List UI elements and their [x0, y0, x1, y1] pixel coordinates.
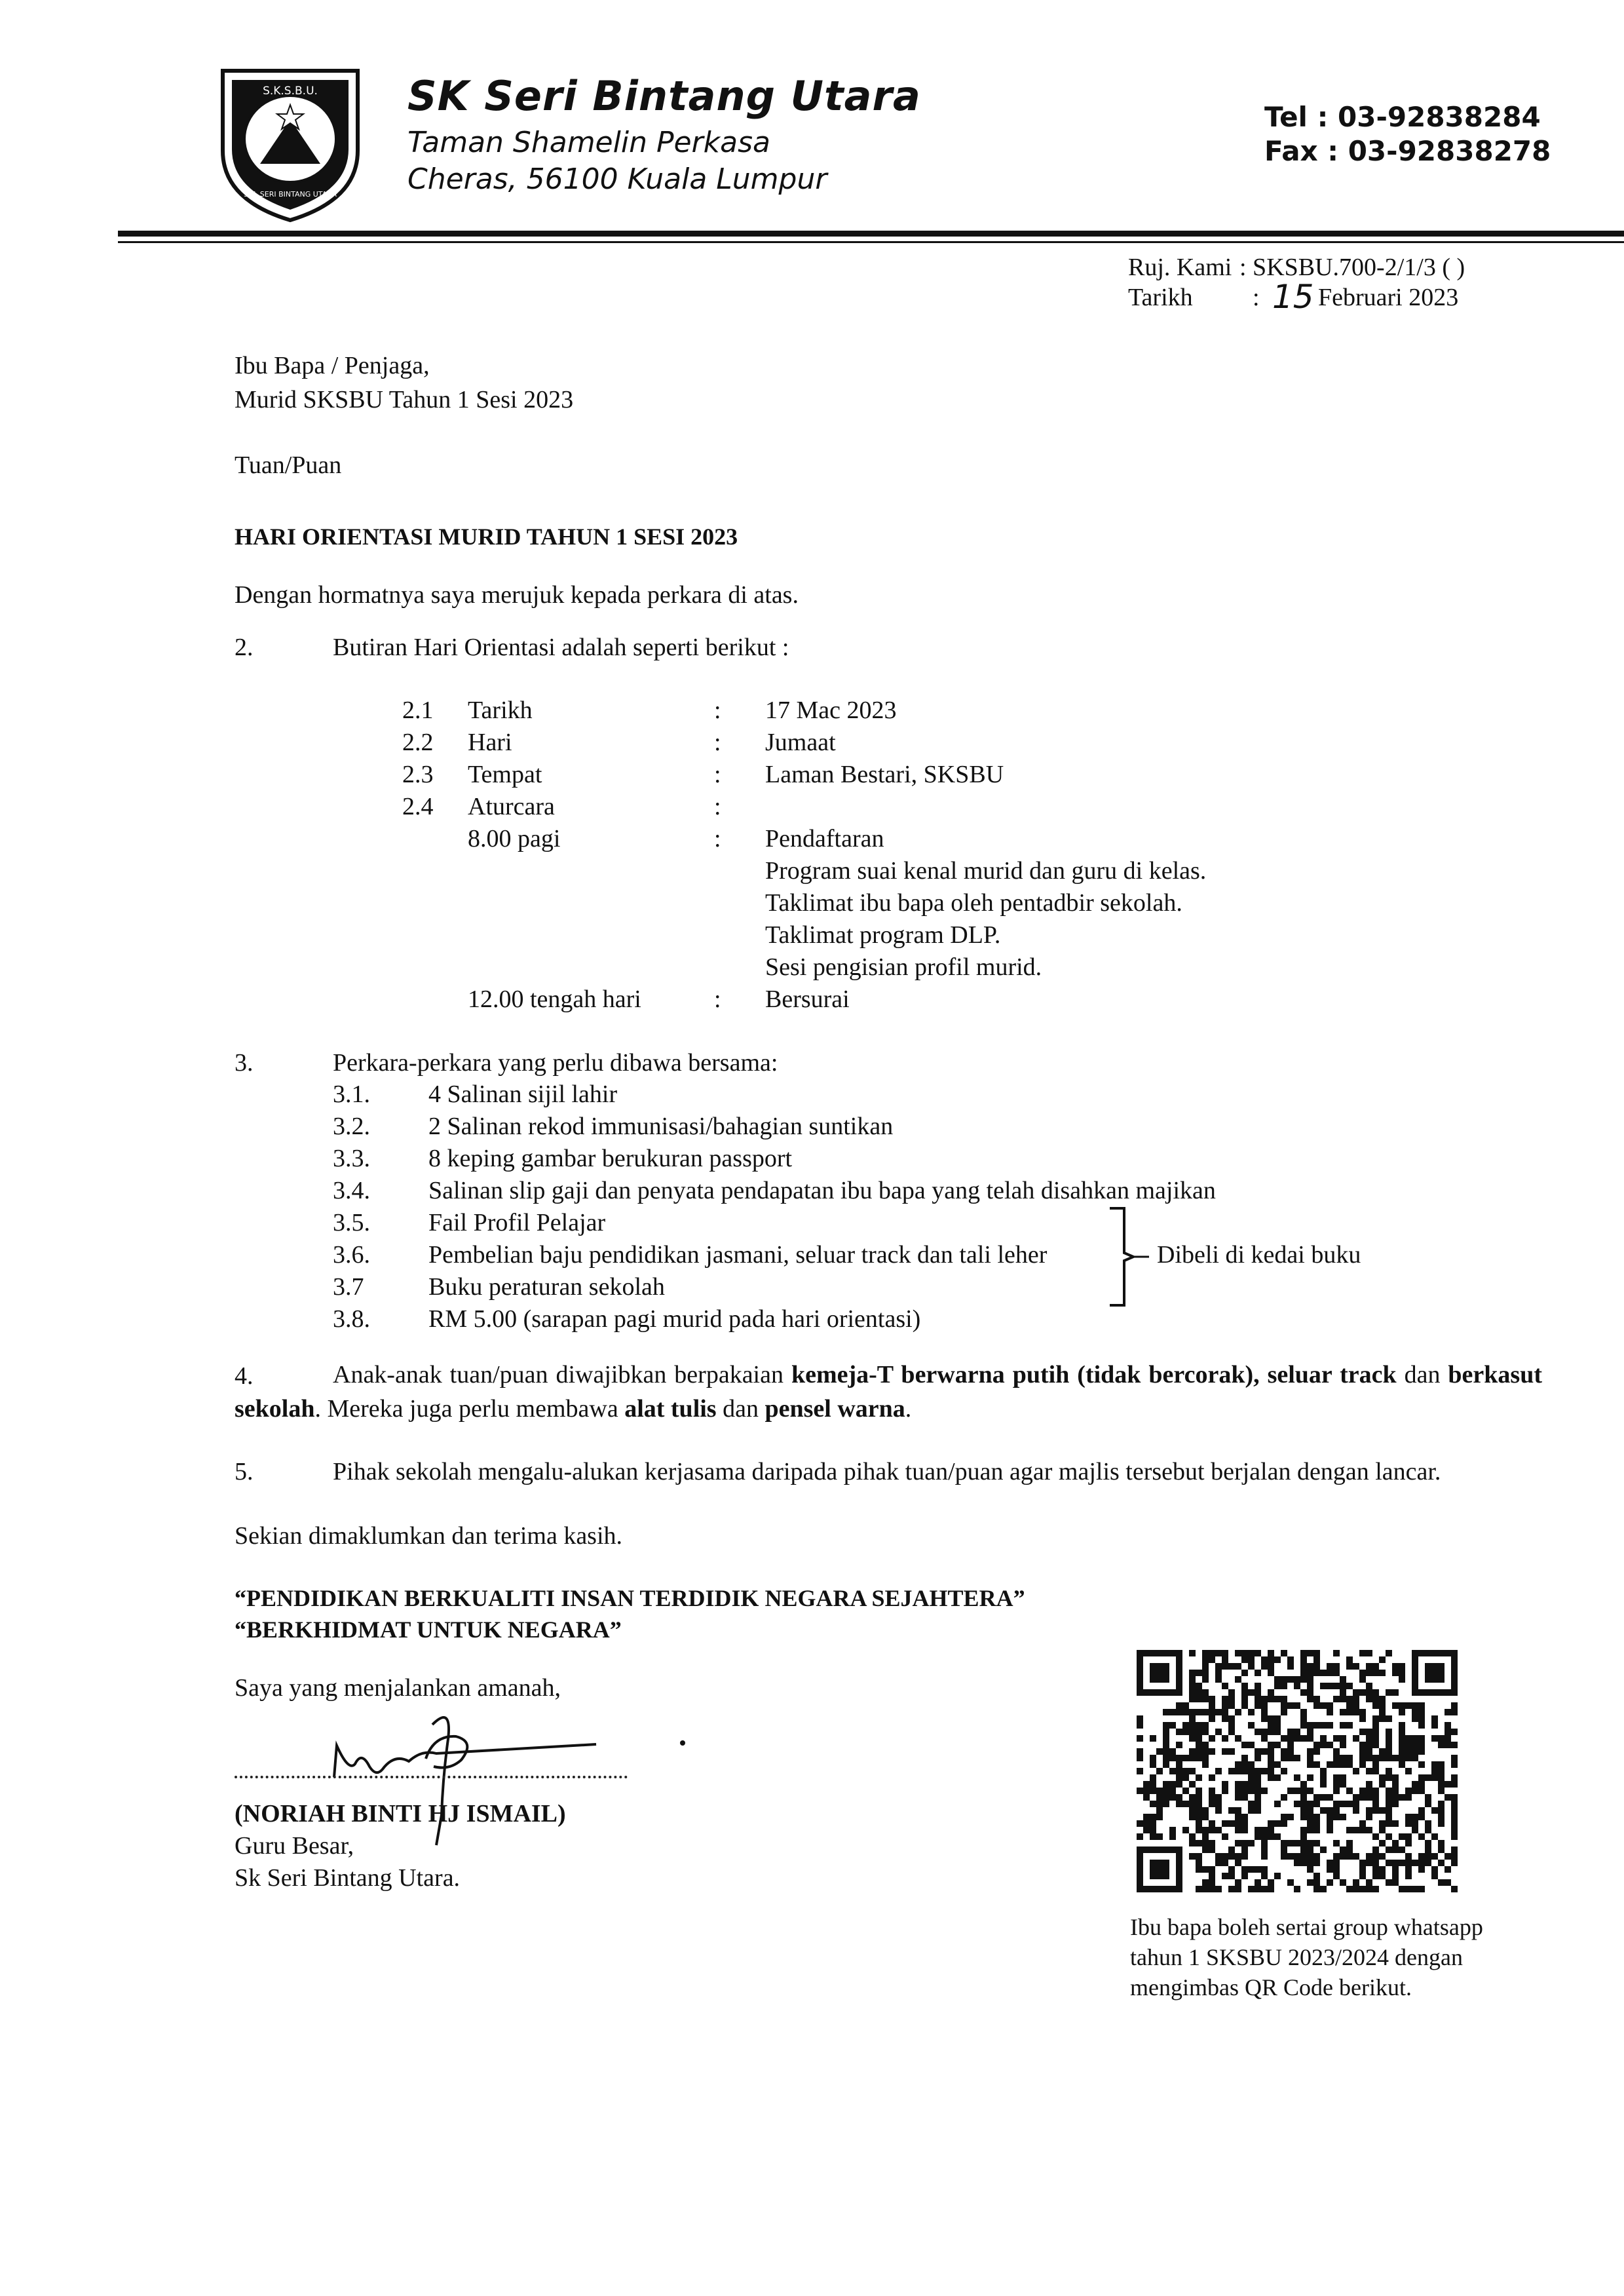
schedule-item: Taklimat ibu bapa oleh pentadbir sekolah. — [765, 889, 1182, 917]
item-text: 4 Salinan sijil lahir — [428, 1081, 618, 1108]
school-tel: Tel : 03-92838284 — [1264, 101, 1541, 133]
item-num: 3.3. — [333, 1145, 370, 1172]
detail-label: Aturcara — [468, 793, 555, 820]
recipient-line2: Murid SKSBU Tahun 1 Sesi 2023 — [235, 386, 574, 413]
letter-subject: HARI ORIENTASI MURID TAHUN 1 SESI 2023 — [235, 524, 738, 550]
signatory-name: (NORIAH BINTI HJ ISMAIL) — [235, 1800, 566, 1827]
motto-line2: “BERKHIDMAT UNTUK NEGARA” — [235, 1617, 622, 1643]
section4-number: 4. — [235, 1362, 254, 1390]
bracket-note: Dibeli di kedai buku — [1157, 1241, 1361, 1269]
school-name: SK Seri Bintang Utara — [407, 72, 921, 120]
item-text: 2 Salinan rekod immunisasi/bahagian suntikan — [428, 1113, 894, 1140]
item-text: Pembelian baju pendidikan jasmani, seluar track dan tali leher — [428, 1241, 1048, 1269]
detail-sep: : — [714, 793, 721, 820]
schedule-item: Program suai kenal murid dan guru di kelas. — [765, 857, 1207, 885]
detail-value: Jumaat — [765, 729, 836, 756]
school-fax: Fax : 03-92838278 — [1264, 135, 1551, 167]
detail-sep: : — [714, 729, 721, 756]
detail-label: Tempat — [468, 761, 542, 788]
signatory-org: Sk Seri Bintang Utara. — [235, 1864, 461, 1892]
svg-text:S.K.S.B.U.: S.K.S.B.U. — [263, 85, 318, 98]
item-num: 3.7 — [333, 1273, 364, 1301]
section2-text: Butiran Hari Orientasi adalah seperti berikut : — [333, 634, 789, 661]
schedule-time: 12.00 tengah hari — [468, 985, 641, 1013]
school-seal-logo — [217, 66, 363, 223]
section4-paragraph: Anak-anak tuan/puan diwajibkan berpakaian kemeja-T berwarna putih (tidak bercorak), seluar track dan berkasut sekolah. Mereka juga perlu membawa alat tulis dan pensel warna. — [235, 1361, 1542, 1423]
school-address-line1: Taman Shamelin Perkasa — [407, 126, 770, 159]
qr-note-line2: tahun 1 SKSBU 2023/2024 dengan — [1130, 1944, 1463, 1970]
section3-text: Perkara-perkara yang perlu dibawa bersama: — [333, 1049, 778, 1077]
detail-label: Hari — [468, 729, 512, 756]
item-num: 3.2. — [333, 1113, 370, 1140]
item-text: 8 keping gambar berukuran passport — [428, 1145, 793, 1172]
detail-num: 2.2 — [402, 729, 434, 756]
section3-number: 3. — [235, 1049, 254, 1077]
stray-dot — [680, 1740, 685, 1746]
item-text: RM 5.00 (sarapan pagi murid pada hari orientasi) — [428, 1305, 921, 1333]
schedule-sep: : — [714, 985, 721, 1013]
item-num: 3.6. — [333, 1241, 370, 1269]
item-text: Buku peraturan sekolah — [428, 1273, 665, 1301]
svg-text:S.K. SERI BINTANG UTARA: S.K. SERI BINTANG UTARA — [244, 190, 337, 199]
schedule-sep: : — [714, 825, 721, 852]
school-address-line2: Cheras, 56100 Kuala Lumpur — [407, 163, 827, 196]
qr-note-line3: mengimbas QR Code berikut. — [1130, 1974, 1412, 2000]
ref-label: Ruj. Kami — [1128, 254, 1232, 281]
item-num: 3.4. — [333, 1177, 370, 1204]
detail-value: Laman Bestari, SKSBU — [765, 761, 1004, 788]
qr-note-line1: Ibu bapa boleh sertai group whatsapp — [1130, 1914, 1483, 1940]
detail-num: 2.4 — [402, 793, 434, 820]
intro-paragraph: Dengan hormatnya saya merujuk kepada perkara di atas. — [235, 581, 799, 609]
date-label: Tarikh — [1128, 284, 1193, 311]
motto-line1: “PENDIDIKAN BERKUALITI INSAN TERDIDIK NEGARA SEJAHTERA” — [235, 1585, 1025, 1611]
letterhead-divider-thick — [118, 231, 1624, 237]
recipient-line1: Ibu Bapa / Penjaga, — [235, 352, 430, 379]
section5-number: 5. — [235, 1458, 254, 1485]
date-day-handwritten: 15 — [1272, 278, 1314, 316]
schedule-item: Bersurai — [765, 985, 850, 1013]
signature-line — [235, 1776, 628, 1778]
detail-label: Tarikh — [468, 697, 533, 724]
section2-number: 2. — [235, 634, 254, 661]
detail-value: 17 Mac 2023 — [765, 697, 897, 724]
whatsapp-group-qr-code — [1137, 1650, 1458, 1892]
letterhead-divider-thin — [118, 241, 1624, 243]
ref-value: : SKSBU.700-2/1/3 ( ) — [1239, 254, 1465, 281]
schedule-time: 8.00 pagi — [468, 825, 561, 852]
signatory-title: Guru Besar, — [235, 1832, 354, 1860]
detail-num: 2.1 — [402, 697, 434, 724]
schedule-item: Pendaftaran — [765, 825, 884, 852]
item-num: 3.8. — [333, 1305, 370, 1333]
schedule-item: Sesi pengisian profil murid. — [765, 953, 1042, 981]
closing-line: Sekian dimaklumkan dan terima kasih. — [235, 1522, 623, 1550]
item-text: Fail Profil Pelajar — [428, 1209, 606, 1236]
signoff-line: Saya yang menjalankan amanah, — [235, 1674, 561, 1702]
item-num: 3.5. — [333, 1209, 370, 1236]
date-sep: : — [1253, 284, 1260, 311]
detail-num: 2.3 — [402, 761, 434, 788]
item-text: Salinan slip gaji dan penyata pendapatan ibu bapa yang telah disahkan majikan — [428, 1177, 1216, 1204]
item-num: 3.1. — [333, 1081, 370, 1108]
salutation: Tuan/Puan — [235, 451, 342, 479]
detail-sep: : — [714, 761, 721, 788]
detail-sep: : — [714, 697, 721, 724]
section5-text: Pihak sekolah mengalu-alukan kerjasama daripada pihak tuan/puan agar majlis tersebut berjalan dengan lancar. — [333, 1458, 1441, 1485]
schedule-item: Taklimat program DLP. — [765, 921, 1001, 949]
date-month-year: Februari 2023 — [1318, 284, 1459, 311]
item-group-bracket — [1107, 1204, 1153, 1309]
